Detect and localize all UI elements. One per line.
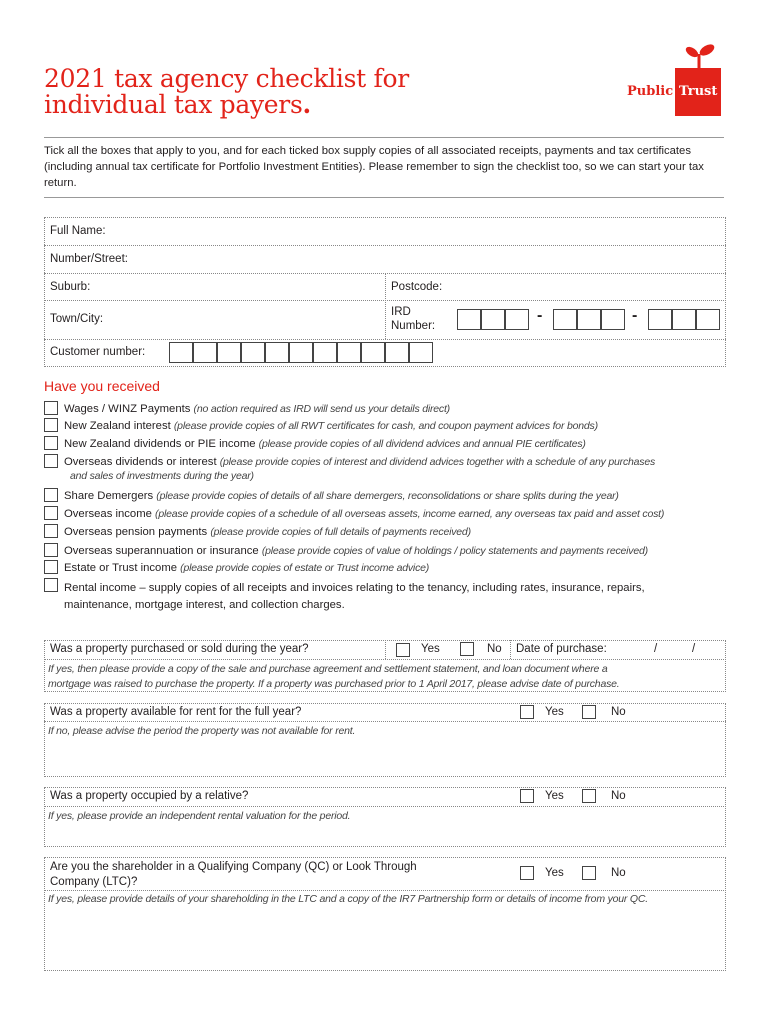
share-demergers-checkbox[interactable] [44, 488, 58, 502]
town-label: Town/City: [50, 313, 104, 325]
yes-label: Yes [545, 790, 564, 802]
full-name-label: Full Name: [50, 225, 106, 237]
property-sale-no-checkbox[interactable] [460, 642, 474, 656]
rent-note: If no, please advise the period the property was not available for rent. [48, 725, 356, 737]
ird-dash: - [537, 307, 543, 324]
yes-label: Yes [545, 867, 564, 879]
intro-text: Tick all the boxes that apply to you, and for each ticked box supply copies of all associated receipts, payments and tax certificates (including annual tax certificate for Portfolio Investment Entities). Please remember to sign the checklist too, so we can start your tax return. [44, 145, 704, 189]
qc-no-checkbox[interactable] [582, 866, 596, 880]
qc-question: Are you the shareholder in a Qualifying Company (QC) or Look Through Company (LTC)? [50, 861, 417, 888]
property-sale-yes-checkbox[interactable] [396, 643, 410, 657]
date-of-purchase-label: Date of purchase: [516, 643, 607, 655]
overseas-pension-checkbox[interactable] [44, 524, 58, 538]
customer-digit-cell[interactable] [361, 342, 385, 363]
checklist-item: Overseas income (please provide copies of a schedule of all overseas assets, income earned, any overseas tax paid and asset cost) [64, 508, 665, 520]
ird-dash: - [632, 307, 638, 324]
qc-note: If yes, please provide details of your shareholding in the LTC and a copy of the IR7 Partnership form or details of income from your QC. [48, 893, 649, 905]
postcode-label: Postcode: [391, 281, 443, 293]
rent-no-checkbox[interactable] [582, 705, 596, 719]
relative-note: If yes, please provide an independent rental valuation for the period. [48, 810, 351, 822]
no-label: No [611, 867, 626, 879]
customer-digit-cell[interactable] [337, 342, 361, 363]
relative-yes-checkbox[interactable] [520, 789, 534, 803]
rental-income-checkbox[interactable] [44, 578, 58, 592]
ird-digit-cell[interactable] [481, 309, 505, 330]
checklist-item: Rental income – supply copies of all receipts and invoices relating to the tenancy, including rates, insurance, repairs, maintenance, mortgage interest, and collection charges. [64, 582, 645, 611]
no-label: No [611, 706, 626, 718]
divider [44, 197, 724, 198]
overseas-dividends-checkbox[interactable] [44, 454, 58, 468]
wages-checkbox[interactable] [44, 401, 58, 415]
ird-digit-cell[interactable] [553, 309, 577, 330]
relative-no-checkbox[interactable] [582, 789, 596, 803]
rent-yes-checkbox[interactable] [520, 705, 534, 719]
checklist-item: Wages / WINZ Payments (no action required as IRD will send us your details direct) [64, 403, 450, 415]
customer-digit-cell[interactable] [193, 342, 217, 363]
title-line-1: 2021 tax agency checklist for [44, 64, 409, 93]
checklist-item: New Zealand interest (please provide copies of all RWT certificates for cash, and coupon payment advices for bonds) [64, 420, 598, 432]
yes-label: Yes [421, 643, 440, 655]
ird-label: IRD Number: [391, 306, 436, 332]
overseas-super-checkbox[interactable] [44, 543, 58, 557]
nz-interest-checkbox[interactable] [44, 418, 58, 432]
yes-label: Yes [545, 706, 564, 718]
customer-digit-cell[interactable] [313, 342, 337, 363]
title-line-2: individual tax payers. [44, 90, 311, 119]
ird-digit-cell[interactable] [648, 309, 672, 330]
date-slash: / [654, 643, 658, 655]
logo-public-text: Public [627, 84, 674, 99]
checklist-item: Overseas dividends or interest (please provide copies of interest and dividend advices together with a schedule of any purchases and sales of investments during the year) [64, 456, 656, 482]
ird-digit-cell[interactable] [601, 309, 625, 330]
overseas-income-checkbox[interactable] [44, 506, 58, 520]
checklist-item: Share Demergers (please provide copies of details of all share demergers, reconsolidations or share splits during the year) [64, 490, 619, 502]
customer-digit-cell[interactable] [385, 342, 409, 363]
relative-question: Was a property occupied by a relative? [50, 790, 249, 802]
customer-digit-cell[interactable] [169, 342, 193, 363]
checklist-item: New Zealand dividends or PIE income (please provide copies of all dividend advices and annual PIE certificates) [64, 438, 586, 450]
customer-digit-cell[interactable] [265, 342, 289, 363]
ird-digit-cell[interactable] [457, 309, 481, 330]
logo-trust-text: Trust [679, 84, 718, 99]
customer-digit-cell[interactable] [289, 342, 313, 363]
property-sale-question: Was a property purchased or sold during the year? [50, 643, 309, 655]
customer-digit-cell[interactable] [409, 342, 433, 363]
customer-number-label: Customer number: [50, 346, 146, 358]
no-label: No [611, 790, 626, 802]
customer-digit-cell[interactable] [241, 342, 265, 363]
ird-digit-cell[interactable] [505, 309, 529, 330]
date-slash: / [692, 643, 696, 655]
nz-dividends-checkbox[interactable] [44, 436, 58, 450]
ird-digit-cell[interactable] [577, 309, 601, 330]
customer-digit-cell[interactable] [217, 342, 241, 363]
qc-yes-checkbox[interactable] [520, 866, 534, 880]
property-sale-note: If yes, then please provide a copy of the sale and purchase agreement and settlement statement, and loan document where a mortgage was raised to purchase the property. If a property was purchased prior to 1 April 2017, please advise date of purchase. [48, 663, 620, 690]
received-heading: Have you received [44, 378, 160, 394]
page-title [44, 66, 504, 118]
public-trust-logo [625, 44, 721, 116]
checklist-item: Overseas superannuation or insurance (please provide copies of value of holdings / policy statements and payments received) [64, 545, 648, 557]
checklist-item: Overseas pension payments (please provide copies of full details of payments received) [64, 526, 471, 538]
divider [44, 137, 724, 138]
ird-digit-cell[interactable] [696, 309, 720, 330]
suburb-label: Suburb: [50, 281, 91, 293]
street-label: Number/Street: [50, 253, 128, 265]
estate-trust-checkbox[interactable] [44, 560, 58, 574]
ird-digit-cell[interactable] [672, 309, 696, 330]
checklist-item: Estate or Trust income (please provide copies of estate or Trust income advice) [64, 562, 430, 574]
sprout-icon [681, 44, 717, 70]
no-label: No [487, 643, 502, 655]
rent-full-year-question: Was a property available for rent for the full year? [50, 706, 302, 718]
